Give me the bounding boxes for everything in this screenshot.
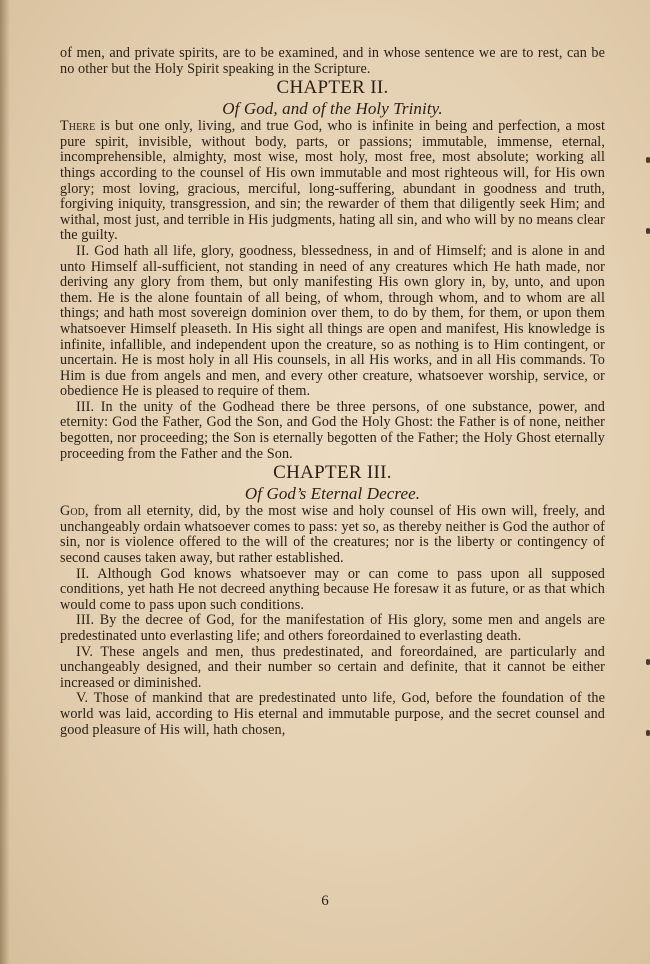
chapter-3-paragraph-1 — [60, 504, 605, 566]
drop-word: There — [60, 118, 96, 135]
paragraph-text: is but one only, living, and true God, who is infinite in being and perfection, a most pure spirit, invisible, without body, parts, or passions; immutable, immense, eternal, incomprehensible, almighty, most wise, most holy, most free, most absolute; working all things according to the counsel of His own immutable and most righteous will, for His own glory; most loving, gracious, merciful, long-suffering, abundant in goodness and truth, forgiving iniquity, transgression, and sin; the rewarder of them that diligently seek Him; and withal, most just, and terrible in His judgments, hating all sin, and who will by no means clear the guilty. — [60, 118, 605, 244]
chapter-3-title: Of God’s Eternal Decree. — [244, 484, 421, 504]
continued-paragraph: of men, and private spirits, are to be examined, and in whose sentence we are to rest, can be no other but the Holy Spirit speaking in the Scripture. — [60, 45, 605, 77]
chapter-3-paragraph-2: II. Although God knows whatsoever may or can come to pass upon all supposed conditions, yet hath He not decreed anything because He foresaw it as future, or as that which would come to pass upon such conditions. — [60, 565, 605, 613]
chapter-2-paragraph-2: II. God hath all life, glory, goodness, blessedness, in and of Himself; and is alone in and unto Himself all-sufficient, not standing in need of any creatures which He hath made, nor deriving any glory from them, but only manifesting His own glory in, by, unto, and upon them. He is the alone fountain of all being, of whom, through whom, and to whom are all things; and hath most sovereign dominion over them, to do by them, for them, or upon them whatsoever Himself pleaseth. In His sight all things are open and manifest, His knowledge is infinite, infallible, and independent upon the creature, so as nothing is to Him contingent, or uncertain. He is most holy in all His counsels, in all His works, and in all His commands. To Him is due from angels and men, and every other creature, whatsoever worship, service, or obedience He is pleased to require of them. — [60, 242, 605, 400]
margin-mark — [646, 228, 650, 234]
chapter-3-heading: CHAPTER III. — [273, 462, 392, 484]
page-number: 6 — [321, 893, 329, 909]
chapter-2-title: Of God, and of the Holy Trinity. — [222, 99, 443, 119]
chapter-2-paragraph-3: III. In the unity of the Godhead there be three persons, of one substance, power, and eternity: God the Father, God the Son, and God the Holy Ghost: the Father is of none, neither begotten, nor proceeding; the Son is eternally begotten of the Father; the Holy Ghost eternally proceeding from the Father and the Son. — [60, 398, 605, 462]
paragraph-text: , from all eternity, did, by the most wise and holy counsel of His own will, freely, and unchangeably ordain whatsoever comes to pass: yet so, as thereby neither is God the author of sin, nor is violence offered to the will of the creatures; nor is the liberty or contingency of second causes taken away, but rather established. — [60, 503, 605, 567]
chapter-3-paragraph-5: V. Those of mankind that are predestinated unto life, God, before the foundation of the world was laid, according to His eternal and immutable purpose, and the secret counsel and good pleasure of His will, hath chosen, — [60, 690, 605, 738]
margin-mark — [646, 157, 650, 163]
page-body — [60, 46, 605, 738]
margin-mark — [646, 659, 650, 665]
drop-word: God — [60, 503, 85, 520]
binding-shadow — [0, 0, 10, 964]
chapter-3-paragraph-4: IV. These angels and men, thus predestinated, and foreordained, are particularly and unchangeably designed, and their number so certain and definite, that it cannot be either increased or diminished. — [60, 643, 605, 691]
chapter-3-paragraph-3: III. By the decree of God, for the manifestation of His glory, some men and angels are predestinated unto everlasting life; and others foreordained to everlasting death. — [60, 612, 605, 644]
margin-mark — [646, 730, 650, 736]
chapter-2-paragraph-1 — [60, 119, 605, 244]
chapter-2-heading: CHAPTER II. — [276, 77, 389, 99]
